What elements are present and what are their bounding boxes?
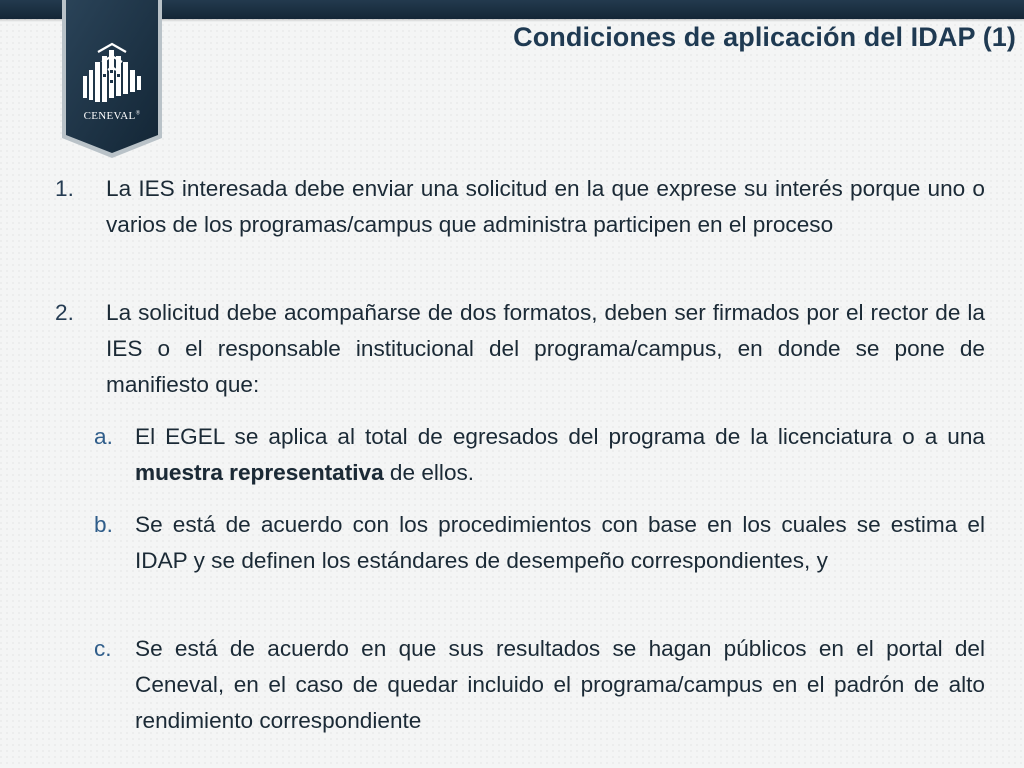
list-item-text: La IES interesada debe enviar una solicitud en la que exprese su interés porque uno o varios de los programas/campus que administra participen en el proceso bbox=[106, 176, 985, 237]
slide-title: Condiciones de aplicación del IDAP (1) bbox=[513, 22, 1016, 52]
list-item-text: La solicitud debe acompañarse de dos formatos, deben ser firmados por el rector de la IES o el responsable institucional del programa/campus, en donde se pone de manifiesto que: bbox=[106, 300, 985, 397]
sublist-item-text: El EGEL se aplica al total de egresados del programa de la licenciatura o a una muestra representativa de ellos. bbox=[135, 424, 985, 485]
list-marker: 1. bbox=[55, 176, 74, 201]
sublist-item-text: Se está de acuerdo con los procedimientos con base en los cuales se estima el IDAP y se definen los estándares de desempeño correspondientes, y bbox=[135, 512, 985, 573]
sublist-marker: c. bbox=[94, 636, 112, 661]
sublist-item-text: Se está de acuerdo en que sus resultados se hagan públicos en el portal del Ceneval, en el caso de quedar incluido el programa/campus en el padrón de alto rendimiento correspondiente bbox=[135, 636, 985, 733]
logo-wordmark: CENEVAL® bbox=[83, 110, 141, 122]
sublist-marker: b. bbox=[94, 512, 113, 537]
list-marker: 2. bbox=[55, 300, 74, 325]
sublist-marker: a. bbox=[94, 424, 113, 449]
emphasis-text: muestra representativa bbox=[135, 460, 384, 485]
